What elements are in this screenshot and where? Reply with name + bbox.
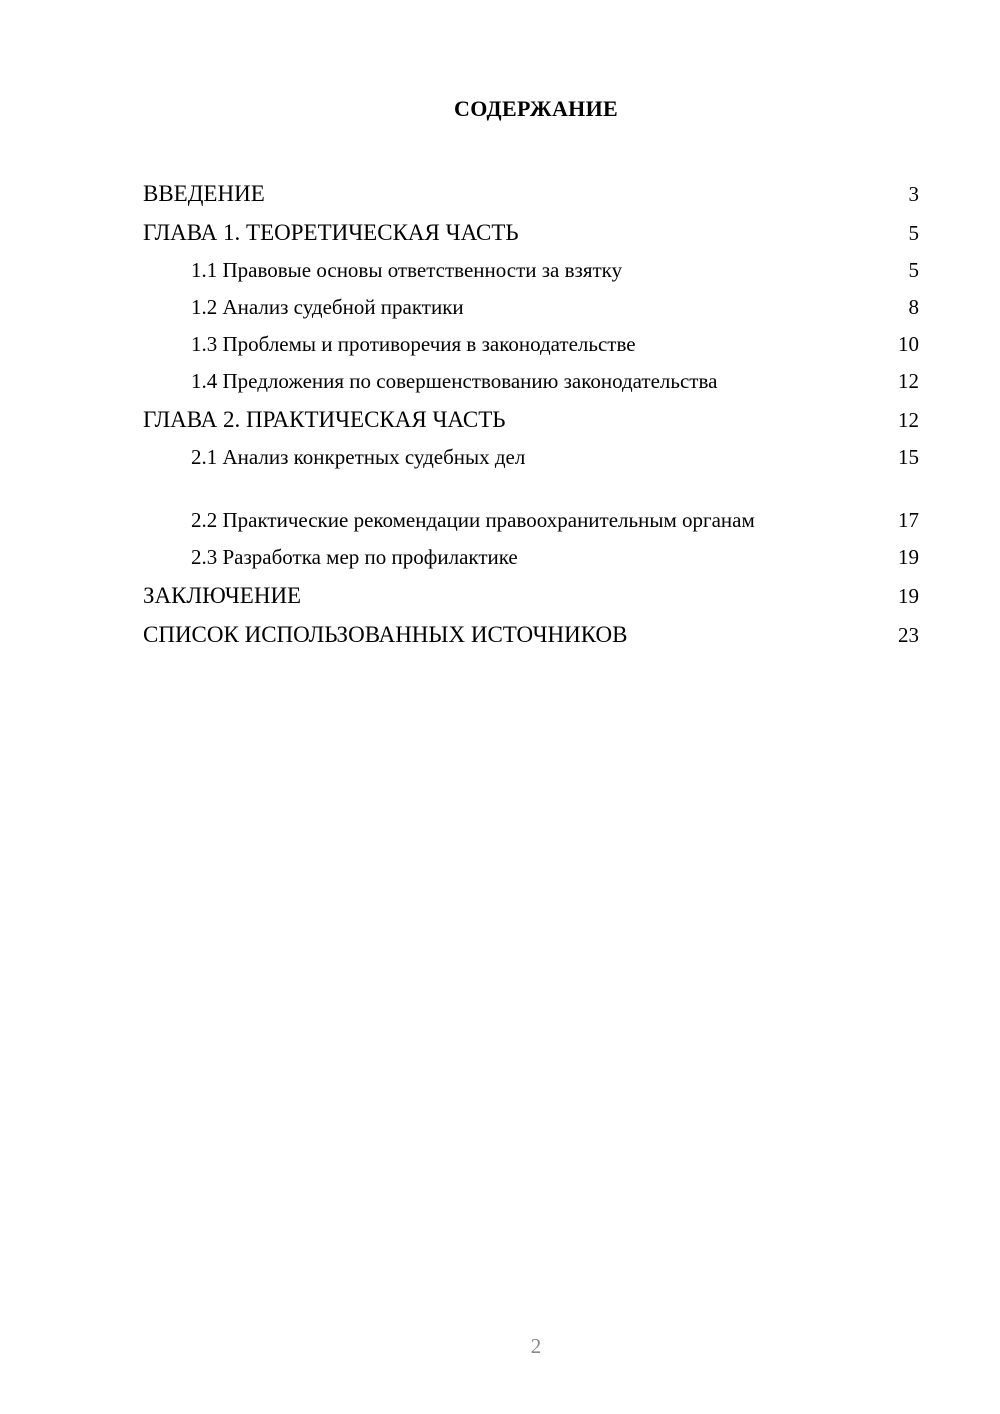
toc-entry-label: ЗАКЛЮЧЕНИЕ <box>143 583 302 608</box>
toc-entry-page: 5 <box>908 258 919 282</box>
toc-entry-section-2-2[interactable] <box>143 470 919 533</box>
toc-entry-page: 12 <box>898 369 919 393</box>
toc-entry-page: 19 <box>898 584 919 608</box>
toc-entry-section-2-1[interactable] <box>143 433 919 470</box>
toc-entry-page: 15 <box>898 445 919 469</box>
toc-entry-page: 12 <box>898 408 919 432</box>
toc-entry-label: 2.1 Анализ конкретных судебных дел <box>191 445 526 469</box>
toc-entry-chapter-2[interactable] <box>143 394 919 433</box>
toc-entry-page: 3 <box>908 182 919 206</box>
toc-entry-section-1-1[interactable] <box>143 246 919 283</box>
toc-entry-label: 1.1 Правовые основы ответственности за взятку <box>191 258 623 282</box>
toc-entry-label: 2.3 Разработка мер по профилактике <box>191 545 518 569</box>
toc-entry-page: 10 <box>898 332 919 356</box>
page-number: 2 <box>530 1334 542 1358</box>
toc-entry-label: 2.2 Практические рекомендации правоохранительным органам <box>191 508 755 532</box>
toc-entry-label: 1.4 Предложения по совершенствованию законодательства <box>191 369 718 393</box>
toc-entry-conclusion[interactable] <box>143 570 919 609</box>
toc-entry-page: 23 <box>898 623 919 647</box>
toc-entry-page: 17 <box>898 508 919 532</box>
toc-entry-label: ГЛАВА 2. ПРАКТИЧЕСКАЯ ЧАСТЬ <box>143 407 506 432</box>
toc-entry-section-1-2[interactable] <box>143 283 919 320</box>
toc-entry-section-2-3[interactable] <box>143 533 919 570</box>
toc-entry-references[interactable] <box>143 609 919 648</box>
toc-entry-section-1-3[interactable] <box>143 320 919 357</box>
toc-entry-label: СПИСОК ИСПОЛЬЗОВАННЫХ ИСТОЧНИКОВ <box>143 622 628 647</box>
toc-entry-label: 1.2 Анализ судебной практики <box>191 295 464 319</box>
toc-entry-label: ГЛАВА 1. ТЕОРЕТИЧЕСКАЯ ЧАСТЬ <box>143 220 519 245</box>
toc-entry-label: 1.3 Проблемы и противоречия в законодательстве <box>191 332 636 356</box>
toc-entry-label: ВВЕДЕНИЕ <box>143 181 265 206</box>
toc-entry-page: 8 <box>908 295 919 319</box>
toc-entry-introduction[interactable] <box>143 168 919 207</box>
toc-entry-chapter-1[interactable] <box>143 207 919 246</box>
toc-entry-page: 19 <box>898 545 919 569</box>
page-title: СОДЕРЖАНИЕ <box>454 96 618 121</box>
table-of-contents <box>143 168 919 648</box>
toc-entry-page: 5 <box>908 221 919 245</box>
toc-entry-section-1-4[interactable] <box>143 357 919 394</box>
